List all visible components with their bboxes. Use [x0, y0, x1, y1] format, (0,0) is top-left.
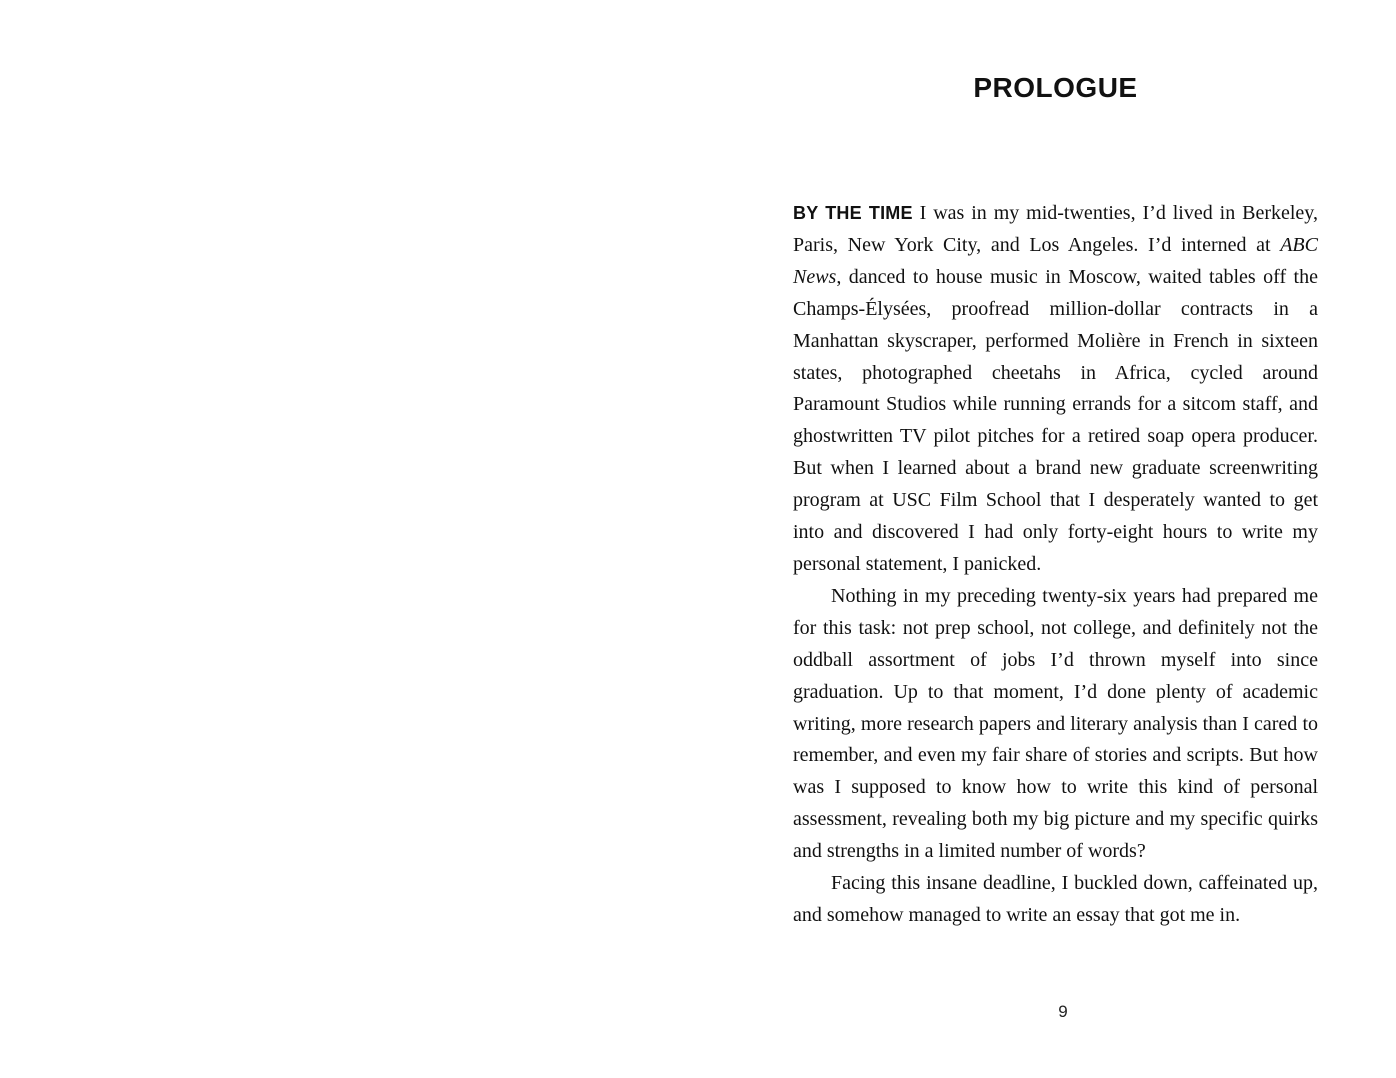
paragraph-1-text-b: , danced to house music in Moscow, waited tables off the Champs-Élysées, proofread million-dollar contracts in a Manhattan skyscraper, performed Molière in French in sixteen states, photographed cheetahs in Africa, cycled around Paramount Studios while running errands for a sitcom staff, and ghostwritten TV pilot pitches for a retired soap opera producer. But when I learned about a brand new graduate screenwriting program at USC Film School that I desperately wanted to get into and discovered I had only forty-eight hours to write my personal statement, I panicked. [793, 265, 1318, 575]
page-number: 9 [1058, 1002, 1068, 1021]
paragraph-1-text-a: I was in my mid-twenties, I’d lived in Berkeley, Paris, New York City, and Los Angeles. I’d interned at [793, 202, 1318, 256]
chapter-title: PROLOGUE [973, 72, 1138, 103]
right-page [698, 0, 1396, 1078]
paragraph-1 [793, 198, 1318, 581]
body-text [793, 198, 1318, 932]
lead-in-small-caps: BY THE TIME [793, 203, 913, 223]
paragraph-2: Nothing in my preceding twenty-six years had prepared me for this task: not prep school, not college, and definitely not the oddball assortment of jobs I’d thrown myself into since graduation. Up to that moment, I’d done plenty of academic writing, more research papers and literary analysis than I cared to remember, and even my fair share of stories and scripts. But how was I supposed to know how to write this kind of personal assessment, revealing both my big picture and my specific quirks and strengths in a limited number of words? [793, 584, 1318, 863]
paragraph-3: Facing this insane deadline, I buckled down, caffeinated up, and somehow managed to write an essay that got me in. [793, 872, 1318, 926]
publication-title: ABC News [793, 233, 1318, 288]
